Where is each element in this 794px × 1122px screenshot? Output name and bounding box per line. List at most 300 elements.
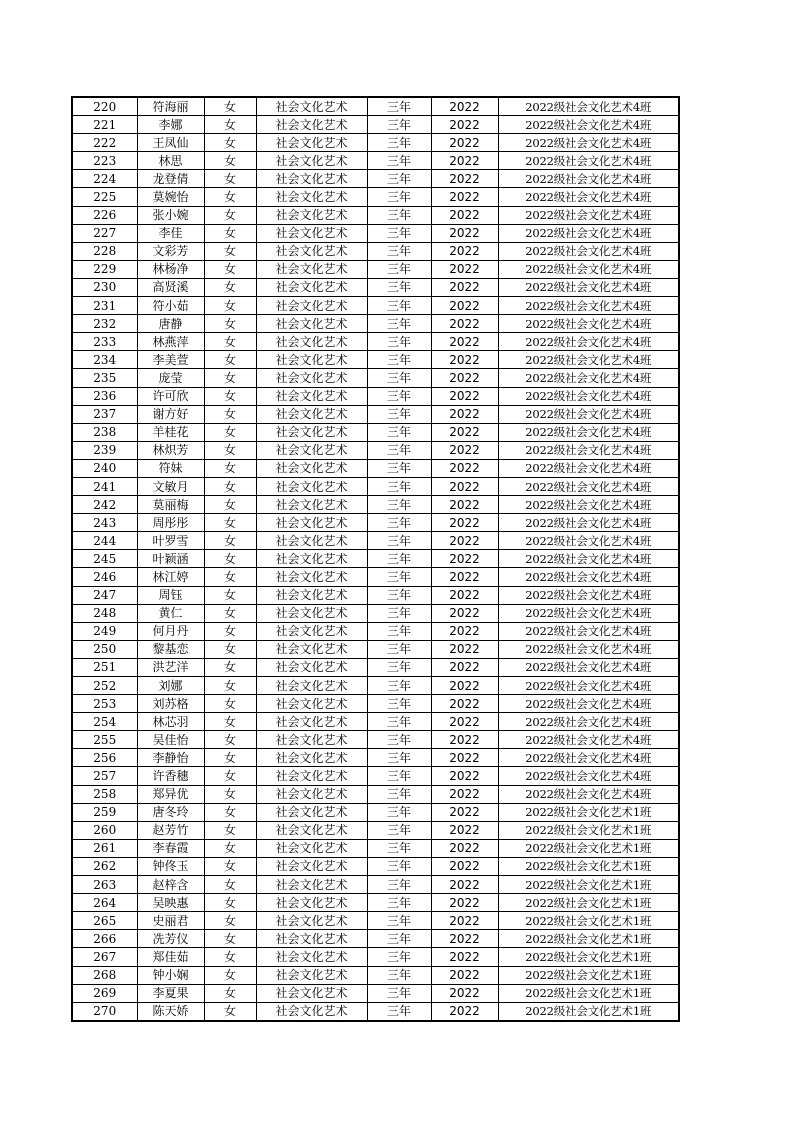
enrollment-year-cell: 2022 — [431, 351, 498, 369]
table-row — [72, 677, 679, 695]
major-cell: 社会文化艺术 — [256, 876, 367, 894]
major-cell: 社会文化艺术 — [256, 767, 367, 785]
major-cell: 社会文化艺术 — [256, 568, 367, 586]
class-name-cell: 2022级社会文化艺术1班 — [498, 821, 679, 839]
major-cell: 社会文化艺术 — [256, 116, 367, 134]
gender-cell: 女 — [204, 351, 256, 369]
class-name-cell: 2022级社会文化艺术4班 — [498, 441, 679, 459]
enrollment-year-cell: 2022 — [431, 134, 498, 152]
row-number-cell: 266 — [72, 930, 137, 948]
student-name-cell: 符海丽 — [137, 97, 204, 116]
table-row — [72, 930, 679, 948]
class-name-cell: 2022级社会文化艺术1班 — [498, 839, 679, 857]
table-row — [72, 242, 679, 260]
row-number-cell: 261 — [72, 839, 137, 857]
duration-cell: 三年 — [367, 586, 431, 604]
row-number-cell: 267 — [72, 948, 137, 966]
student-name-cell: 黄仁 — [137, 604, 204, 622]
student-name-cell: 庞莹 — [137, 369, 204, 387]
enrollment-year-cell: 2022 — [431, 839, 498, 857]
major-cell: 社会文化艺术 — [256, 640, 367, 658]
duration-cell: 三年 — [367, 1002, 431, 1021]
major-cell: 社会文化艺术 — [256, 459, 367, 477]
student-name-cell: 郑佳茹 — [137, 948, 204, 966]
duration-cell: 三年 — [367, 405, 431, 423]
class-name-cell: 2022级社会文化艺术4班 — [498, 713, 679, 731]
row-number-cell: 262 — [72, 857, 137, 875]
gender-cell: 女 — [204, 966, 256, 984]
student-name-cell: 刘娜 — [137, 677, 204, 695]
duration-cell: 三年 — [367, 695, 431, 713]
class-name-cell: 2022级社会文化艺术4班 — [498, 640, 679, 658]
duration-cell: 三年 — [367, 930, 431, 948]
table-row — [72, 315, 679, 333]
table-row — [72, 206, 679, 224]
gender-cell: 女 — [204, 387, 256, 405]
table-row — [72, 351, 679, 369]
class-name-cell: 2022级社会文化艺术1班 — [498, 894, 679, 912]
class-name-cell: 2022级社会文化艺术4班 — [498, 387, 679, 405]
gender-cell: 女 — [204, 496, 256, 514]
student-name-cell: 许香穗 — [137, 767, 204, 785]
class-name-cell: 2022级社会文化艺术1班 — [498, 948, 679, 966]
duration-cell: 三年 — [367, 550, 431, 568]
table-row — [72, 532, 679, 550]
row-number-cell: 236 — [72, 387, 137, 405]
gender-cell: 女 — [204, 423, 256, 441]
row-number-cell: 242 — [72, 496, 137, 514]
major-cell: 社会文化艺术 — [256, 278, 367, 296]
gender-cell: 女 — [204, 586, 256, 604]
row-number-cell: 225 — [72, 188, 137, 206]
class-name-cell: 2022级社会文化艺术4班 — [498, 134, 679, 152]
gender-cell: 女 — [204, 876, 256, 894]
row-number-cell: 247 — [72, 586, 137, 604]
enrollment-year-cell: 2022 — [431, 1002, 498, 1021]
major-cell: 社会文化艺术 — [256, 333, 367, 351]
row-number-cell: 221 — [72, 116, 137, 134]
major-cell: 社会文化艺术 — [256, 188, 367, 206]
student-name-cell: 李佳 — [137, 224, 204, 242]
gender-cell: 女 — [204, 658, 256, 676]
duration-cell: 三年 — [367, 912, 431, 930]
enrollment-year-cell: 2022 — [431, 695, 498, 713]
enrollment-year-cell: 2022 — [431, 894, 498, 912]
duration-cell: 三年 — [367, 97, 431, 116]
enrollment-year-cell: 2022 — [431, 658, 498, 676]
row-number-cell: 223 — [72, 152, 137, 170]
table-row — [72, 984, 679, 1002]
gender-cell: 女 — [204, 206, 256, 224]
student-name-cell: 赵梓含 — [137, 876, 204, 894]
major-cell: 社会文化艺术 — [256, 97, 367, 116]
major-cell: 社会文化艺术 — [256, 604, 367, 622]
row-number-cell: 237 — [72, 405, 137, 423]
class-name-cell: 2022级社会文化艺术1班 — [498, 966, 679, 984]
enrollment-year-cell: 2022 — [431, 477, 498, 495]
major-cell: 社会文化艺术 — [256, 152, 367, 170]
table-row — [72, 496, 679, 514]
table-row — [72, 1002, 679, 1021]
major-cell: 社会文化艺术 — [256, 532, 367, 550]
row-number-cell: 224 — [72, 170, 137, 188]
gender-cell: 女 — [204, 116, 256, 134]
class-name-cell: 2022级社会文化艺术4班 — [498, 568, 679, 586]
major-cell: 社会文化艺术 — [256, 351, 367, 369]
student-name-cell: 羊桂花 — [137, 423, 204, 441]
enrollment-year-cell: 2022 — [431, 568, 498, 586]
gender-cell: 女 — [204, 839, 256, 857]
major-cell: 社会文化艺术 — [256, 514, 367, 532]
class-name-cell: 2022级社会文化艺术4班 — [498, 604, 679, 622]
table-row — [72, 876, 679, 894]
duration-cell: 三年 — [367, 749, 431, 767]
major-cell: 社会文化艺术 — [256, 242, 367, 260]
student-name-cell: 陈天娇 — [137, 1002, 204, 1021]
gender-cell: 女 — [204, 930, 256, 948]
table-row — [72, 912, 679, 930]
major-cell: 社会文化艺术 — [256, 1002, 367, 1021]
student-name-cell: 龙登倩 — [137, 170, 204, 188]
row-number-cell: 248 — [72, 604, 137, 622]
student-name-cell: 张小婉 — [137, 206, 204, 224]
table-row — [72, 586, 679, 604]
class-name-cell: 2022级社会文化艺术4班 — [498, 423, 679, 441]
enrollment-year-cell: 2022 — [431, 459, 498, 477]
gender-cell: 女 — [204, 441, 256, 459]
student-name-cell: 林思 — [137, 152, 204, 170]
student-name-cell: 林燕萍 — [137, 333, 204, 351]
student-name-cell: 许可欣 — [137, 387, 204, 405]
class-name-cell: 2022级社会文化艺术4班 — [498, 405, 679, 423]
table-row — [72, 604, 679, 622]
student-name-cell: 王凤仙 — [137, 134, 204, 152]
row-number-cell: 254 — [72, 713, 137, 731]
major-cell: 社会文化艺术 — [256, 405, 367, 423]
duration-cell: 三年 — [367, 640, 431, 658]
duration-cell: 三年 — [367, 134, 431, 152]
major-cell: 社会文化艺术 — [256, 912, 367, 930]
class-name-cell: 2022级社会文化艺术4班 — [498, 206, 679, 224]
table-row — [72, 695, 679, 713]
table-row — [72, 821, 679, 839]
gender-cell: 女 — [204, 459, 256, 477]
gender-cell: 女 — [204, 97, 256, 116]
duration-cell: 三年 — [367, 622, 431, 640]
enrollment-year-cell: 2022 — [431, 948, 498, 966]
table-row — [72, 97, 679, 116]
duration-cell: 三年 — [367, 224, 431, 242]
gender-cell: 女 — [204, 695, 256, 713]
class-name-cell: 2022级社会文化艺术4班 — [498, 459, 679, 477]
gender-cell: 女 — [204, 894, 256, 912]
duration-cell: 三年 — [367, 713, 431, 731]
gender-cell: 女 — [204, 803, 256, 821]
student-name-cell: 叶颖涵 — [137, 550, 204, 568]
enrollment-year-cell: 2022 — [431, 297, 498, 315]
enrollment-year-cell: 2022 — [431, 260, 498, 278]
enrollment-year-cell: 2022 — [431, 640, 498, 658]
roster-body — [72, 97, 679, 1021]
table-row — [72, 134, 679, 152]
gender-cell: 女 — [204, 749, 256, 767]
enrollment-year-cell: 2022 — [431, 532, 498, 550]
gender-cell: 女 — [204, 297, 256, 315]
table-row — [72, 514, 679, 532]
table-row — [72, 839, 679, 857]
gender-cell: 女 — [204, 188, 256, 206]
enrollment-year-cell: 2022 — [431, 731, 498, 749]
duration-cell: 三年 — [367, 532, 431, 550]
student-name-cell: 符小茹 — [137, 297, 204, 315]
duration-cell: 三年 — [367, 966, 431, 984]
student-name-cell: 林杨净 — [137, 260, 204, 278]
class-name-cell: 2022级社会文化艺术1班 — [498, 876, 679, 894]
major-cell: 社会文化艺术 — [256, 695, 367, 713]
enrollment-year-cell: 2022 — [431, 550, 498, 568]
major-cell: 社会文化艺术 — [256, 713, 367, 731]
duration-cell: 三年 — [367, 242, 431, 260]
student-name-cell: 郑异优 — [137, 785, 204, 803]
table-row — [72, 224, 679, 242]
duration-cell: 三年 — [367, 568, 431, 586]
class-name-cell: 2022级社会文化艺术4班 — [498, 315, 679, 333]
class-name-cell: 2022级社会文化艺术4班 — [498, 224, 679, 242]
row-number-cell: 229 — [72, 260, 137, 278]
row-number-cell: 240 — [72, 459, 137, 477]
gender-cell: 女 — [204, 1002, 256, 1021]
major-cell: 社会文化艺术 — [256, 785, 367, 803]
student-name-cell: 周钰 — [137, 586, 204, 604]
table-row — [72, 405, 679, 423]
enrollment-year-cell: 2022 — [431, 514, 498, 532]
student-name-cell: 周彤彤 — [137, 514, 204, 532]
table-row — [72, 785, 679, 803]
class-name-cell: 2022级社会文化艺术4班 — [498, 297, 679, 315]
table-row — [72, 749, 679, 767]
student-name-cell: 洪艺洋 — [137, 658, 204, 676]
duration-cell: 三年 — [367, 876, 431, 894]
gender-cell: 女 — [204, 532, 256, 550]
student-name-cell: 赵芳竹 — [137, 821, 204, 839]
gender-cell: 女 — [204, 640, 256, 658]
row-number-cell: 255 — [72, 731, 137, 749]
table-row — [72, 622, 679, 640]
enrollment-year-cell: 2022 — [431, 278, 498, 296]
class-name-cell: 2022级社会文化艺术4班 — [498, 695, 679, 713]
row-number-cell: 270 — [72, 1002, 137, 1021]
table-row — [72, 477, 679, 495]
row-number-cell: 264 — [72, 894, 137, 912]
duration-cell: 三年 — [367, 785, 431, 803]
table-row — [72, 459, 679, 477]
enrollment-year-cell: 2022 — [431, 713, 498, 731]
class-name-cell: 2022级社会文化艺术1班 — [498, 930, 679, 948]
student-name-cell: 高贤溪 — [137, 278, 204, 296]
student-name-cell: 文敏月 — [137, 477, 204, 495]
class-name-cell: 2022级社会文化艺术1班 — [498, 803, 679, 821]
table-row — [72, 116, 679, 134]
student-name-cell: 李静怡 — [137, 749, 204, 767]
duration-cell: 三年 — [367, 297, 431, 315]
row-number-cell: 246 — [72, 568, 137, 586]
gender-cell: 女 — [204, 170, 256, 188]
enrollment-year-cell: 2022 — [431, 966, 498, 984]
gender-cell: 女 — [204, 731, 256, 749]
duration-cell: 三年 — [367, 387, 431, 405]
row-number-cell: 249 — [72, 622, 137, 640]
table-row — [72, 441, 679, 459]
duration-cell: 三年 — [367, 948, 431, 966]
gender-cell: 女 — [204, 677, 256, 695]
enrollment-year-cell: 2022 — [431, 803, 498, 821]
duration-cell: 三年 — [367, 731, 431, 749]
row-number-cell: 268 — [72, 966, 137, 984]
student-name-cell: 唐冬玲 — [137, 803, 204, 821]
table-row — [72, 423, 679, 441]
gender-cell: 女 — [204, 604, 256, 622]
duration-cell: 三年 — [367, 423, 431, 441]
class-name-cell: 2022级社会文化艺术4班 — [498, 116, 679, 134]
row-number-cell: 228 — [72, 242, 137, 260]
enrollment-year-cell: 2022 — [431, 749, 498, 767]
major-cell: 社会文化艺术 — [256, 930, 367, 948]
enrollment-year-cell: 2022 — [431, 785, 498, 803]
student-name-cell: 李夏果 — [137, 984, 204, 1002]
enrollment-year-cell: 2022 — [431, 622, 498, 640]
duration-cell: 三年 — [367, 170, 431, 188]
duration-cell: 三年 — [367, 369, 431, 387]
class-name-cell: 2022级社会文化艺术4班 — [498, 260, 679, 278]
class-name-cell: 2022级社会文化艺术4班 — [498, 242, 679, 260]
class-name-cell: 2022级社会文化艺术4班 — [498, 333, 679, 351]
major-cell: 社会文化艺术 — [256, 260, 367, 278]
major-cell: 社会文化艺术 — [256, 206, 367, 224]
gender-cell: 女 — [204, 713, 256, 731]
student-name-cell: 刘苏格 — [137, 695, 204, 713]
major-cell: 社会文化艺术 — [256, 586, 367, 604]
gender-cell: 女 — [204, 315, 256, 333]
enrollment-year-cell: 2022 — [431, 857, 498, 875]
row-number-cell: 269 — [72, 984, 137, 1002]
class-name-cell: 2022级社会文化艺术4班 — [498, 785, 679, 803]
enrollment-year-cell: 2022 — [431, 423, 498, 441]
class-name-cell: 2022级社会文化艺术1班 — [498, 912, 679, 930]
table-row — [72, 803, 679, 821]
row-number-cell: 231 — [72, 297, 137, 315]
major-cell: 社会文化艺术 — [256, 369, 367, 387]
duration-cell: 三年 — [367, 767, 431, 785]
enrollment-year-cell: 2022 — [431, 821, 498, 839]
table-row — [72, 387, 679, 405]
enrollment-year-cell: 2022 — [431, 315, 498, 333]
gender-cell: 女 — [204, 912, 256, 930]
student-name-cell: 莫丽梅 — [137, 496, 204, 514]
enrollment-year-cell: 2022 — [431, 206, 498, 224]
duration-cell: 三年 — [367, 152, 431, 170]
class-name-cell: 2022级社会文化艺术4班 — [498, 622, 679, 640]
student-name-cell: 文彩芳 — [137, 242, 204, 260]
table-row — [72, 188, 679, 206]
gender-cell: 女 — [204, 405, 256, 423]
major-cell: 社会文化艺术 — [256, 477, 367, 495]
major-cell: 社会文化艺术 — [256, 966, 367, 984]
row-number-cell: 250 — [72, 640, 137, 658]
major-cell: 社会文化艺术 — [256, 170, 367, 188]
duration-cell: 三年 — [367, 857, 431, 875]
student-name-cell: 何月丹 — [137, 622, 204, 640]
table-row — [72, 731, 679, 749]
duration-cell: 三年 — [367, 116, 431, 134]
student-name-cell: 叶罗雪 — [137, 532, 204, 550]
student-name-cell: 吴佳怡 — [137, 731, 204, 749]
duration-cell: 三年 — [367, 441, 431, 459]
table-row — [72, 369, 679, 387]
duration-cell: 三年 — [367, 803, 431, 821]
duration-cell: 三年 — [367, 459, 431, 477]
class-name-cell: 2022级社会文化艺术4班 — [498, 658, 679, 676]
gender-cell: 女 — [204, 514, 256, 532]
table-row — [72, 260, 679, 278]
enrollment-year-cell: 2022 — [431, 116, 498, 134]
major-cell: 社会文化艺术 — [256, 803, 367, 821]
enrollment-year-cell: 2022 — [431, 930, 498, 948]
major-cell: 社会文化艺术 — [256, 894, 367, 912]
row-number-cell: 235 — [72, 369, 137, 387]
class-name-cell: 2022级社会文化艺术4班 — [498, 749, 679, 767]
student-name-cell: 史丽君 — [137, 912, 204, 930]
class-name-cell: 2022级社会文化艺术4班 — [498, 677, 679, 695]
table-row — [72, 948, 679, 966]
enrollment-year-cell: 2022 — [431, 97, 498, 116]
enrollment-year-cell: 2022 — [431, 188, 498, 206]
duration-cell: 三年 — [367, 260, 431, 278]
enrollment-year-cell: 2022 — [431, 677, 498, 695]
duration-cell: 三年 — [367, 477, 431, 495]
student-name-cell: 黎基恋 — [137, 640, 204, 658]
enrollment-year-cell: 2022 — [431, 876, 498, 894]
enrollment-year-cell: 2022 — [431, 224, 498, 242]
enrollment-year-cell: 2022 — [431, 387, 498, 405]
row-number-cell: 232 — [72, 315, 137, 333]
enrollment-year-cell: 2022 — [431, 604, 498, 622]
row-number-cell: 251 — [72, 658, 137, 676]
gender-cell: 女 — [204, 369, 256, 387]
major-cell: 社会文化艺术 — [256, 731, 367, 749]
student-name-cell: 林江婷 — [137, 568, 204, 586]
class-name-cell: 2022级社会文化艺术4班 — [498, 369, 679, 387]
major-cell: 社会文化艺术 — [256, 315, 367, 333]
major-cell: 社会文化艺术 — [256, 224, 367, 242]
row-number-cell: 253 — [72, 695, 137, 713]
enrollment-year-cell: 2022 — [431, 767, 498, 785]
enrollment-year-cell: 2022 — [431, 405, 498, 423]
duration-cell: 三年 — [367, 839, 431, 857]
student-name-cell: 唐静 — [137, 315, 204, 333]
class-name-cell: 2022级社会文化艺术1班 — [498, 1002, 679, 1021]
class-name-cell: 2022级社会文化艺术1班 — [498, 857, 679, 875]
class-name-cell: 2022级社会文化艺术4班 — [498, 351, 679, 369]
duration-cell: 三年 — [367, 188, 431, 206]
student-name-cell: 钟佟玉 — [137, 857, 204, 875]
major-cell: 社会文化艺术 — [256, 387, 367, 405]
class-name-cell: 2022级社会文化艺术4班 — [498, 514, 679, 532]
gender-cell: 女 — [204, 333, 256, 351]
class-name-cell: 2022级社会文化艺术4班 — [498, 532, 679, 550]
table-row — [72, 640, 679, 658]
major-cell: 社会文化艺术 — [256, 658, 367, 676]
table-row — [72, 297, 679, 315]
